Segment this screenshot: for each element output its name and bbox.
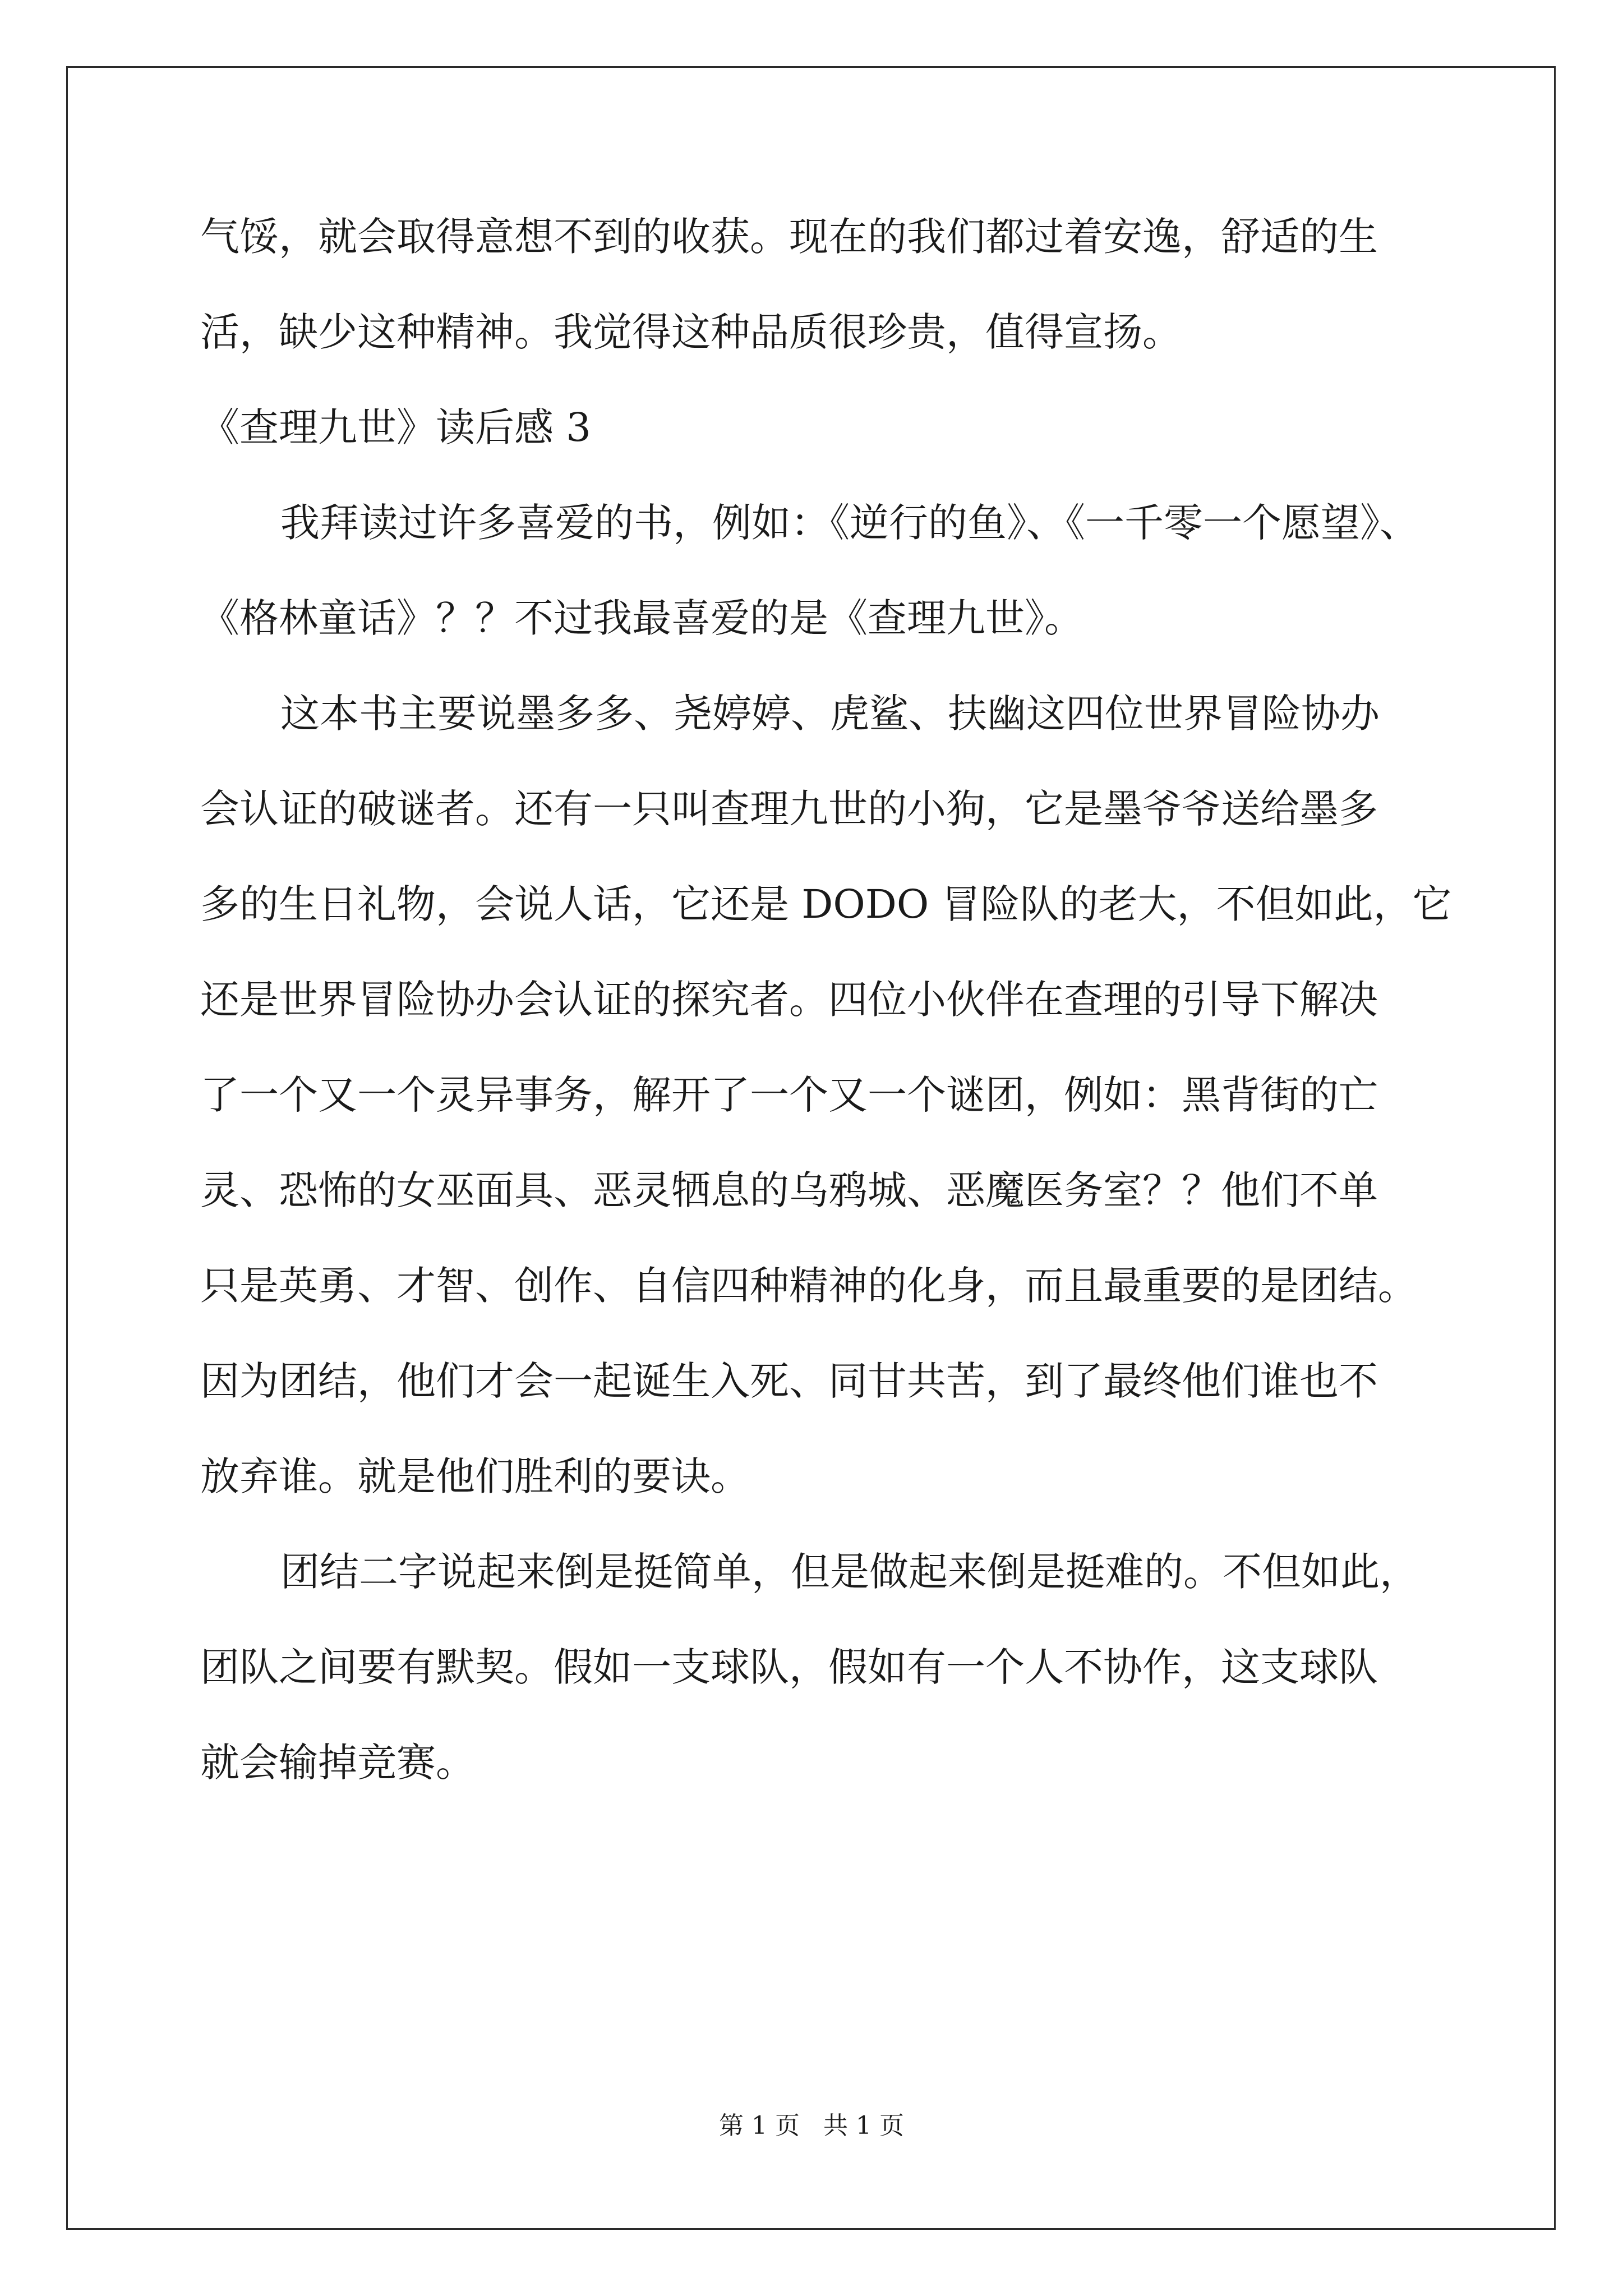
text-line: 活，缺少这种精神。我觉得这种品质很珍贵，值得宣扬。 bbox=[200, 309, 1182, 355]
text-line: 这本书主要说墨多多、尧婷婷、虎鲨、扶幽这四位世界冒险协办 bbox=[280, 691, 1380, 737]
text-line: 会认证的破谜者。还有一只叫查理九世的小狗，它是墨爷爷送给墨多 bbox=[200, 786, 1378, 832]
text-line: 因为团结，他们才会一起诞生入死、同甘共苦，到了最终他们谁也不 bbox=[200, 1358, 1378, 1404]
text-line: 团队之间要有默契。假如一支球队，假如有一个人不协作，这支球队 bbox=[200, 1644, 1378, 1690]
text-line: 我拜读过许多喜爱的书，例如：《逆行的鱼》、《一千零一个愿望》、 bbox=[280, 500, 1419, 546]
text-line: 还是世界冒险协办会认证的探究者。四位小伙伴在查理的引导下解决 bbox=[200, 977, 1378, 1023]
page-total: 共 1 页 bbox=[823, 2111, 904, 2140]
text-line: 放弃谁。就是他们胜利的要诀。 bbox=[200, 1453, 750, 1499]
section-heading: 《查理九世》读后感 3 bbox=[200, 404, 591, 450]
text-line: 《格林童话》？？不过我最喜爱的是《查理九世》。 bbox=[200, 595, 1083, 641]
text-line: 气馁，就会取得意想不到的收获。现在的我们都过着安逸，舒适的生 bbox=[200, 214, 1378, 260]
page-number: 第 1 页 bbox=[719, 2111, 800, 2140]
page-footer bbox=[0, 2109, 1623, 2143]
text-line: 只是英勇、才智、创作、自信四种精神的化身，而且最重要的是团结。 bbox=[200, 1263, 1417, 1309]
text-line: 就会输掉竞赛。 bbox=[200, 1740, 475, 1786]
text-line: 多的生日礼物，会说人话，它还是 DODO 冒险队的老大，不但如此，它 bbox=[200, 881, 1452, 927]
text-line: 灵、恐怖的女巫面具、恶灵牺息的乌鸦城、恶魔医务室？？他们不单 bbox=[200, 1167, 1378, 1213]
text-line: 团结二字说起来倒是挺简单，但是做起来倒是挺难的。不但如此， bbox=[280, 1549, 1419, 1595]
text-line: 了一个又一个灵异事务，解开了一个又一个谜团，例如：黑背街的亡 bbox=[200, 1072, 1378, 1118]
page-border bbox=[66, 66, 1556, 2230]
